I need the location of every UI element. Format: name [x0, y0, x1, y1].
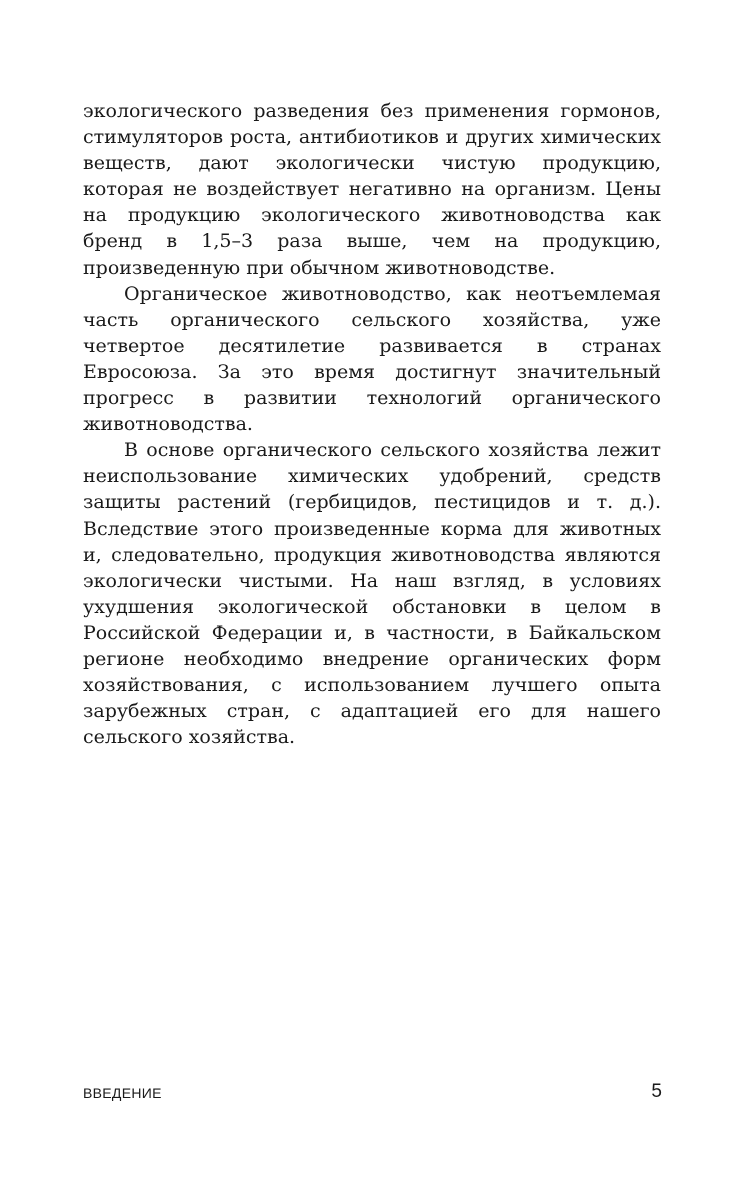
running-footer-section: ВВЕДЕНИЕ	[83, 1085, 162, 1101]
paragraph-continuation: экологического разведения без применения гормонов, стимуляторов роста, антибиотиков и других химических веществ, дают экологически чистую продукцию, которая не воздействует негативно на организм. Цены на продукцию экологического животноводства как бренд в 1,5–3 раза выше, чем на продукцию, произведенную при обычном животноводстве.	[83, 100, 661, 279]
body-text	[83, 98, 661, 750]
paragraph-organic-agriculture: В основе органического сельского хозяйства лежит неиспользование химических удобрений, средств защиты растений (гербицидов, пестицидов и т. д.). Вследствие этого произведенные корма для животных и, следовательно, продукция животноводства являются экологически чистыми. На наш взгляд, в условиях ухудшения экологической обстановки в целом в Российской Федерации и, в частности, в Байкальском регионе необходимо внедрение органических форм хозяйствования, с использованием лучшего опыта зарубежных стран, с адаптацией его для нашего сельского хозяйства.	[83, 439, 661, 749]
page-number: 5	[651, 1081, 662, 1102]
paragraph-organic-livestock: Органическое животноводство, как неотъемлемая часть органического сельского хозяйства, уже четвертое десятилетие развивается в странах Евросоюза. За это время достигнут значительный прогресс в развитии технологий органического животноводства.	[83, 282, 661, 436]
